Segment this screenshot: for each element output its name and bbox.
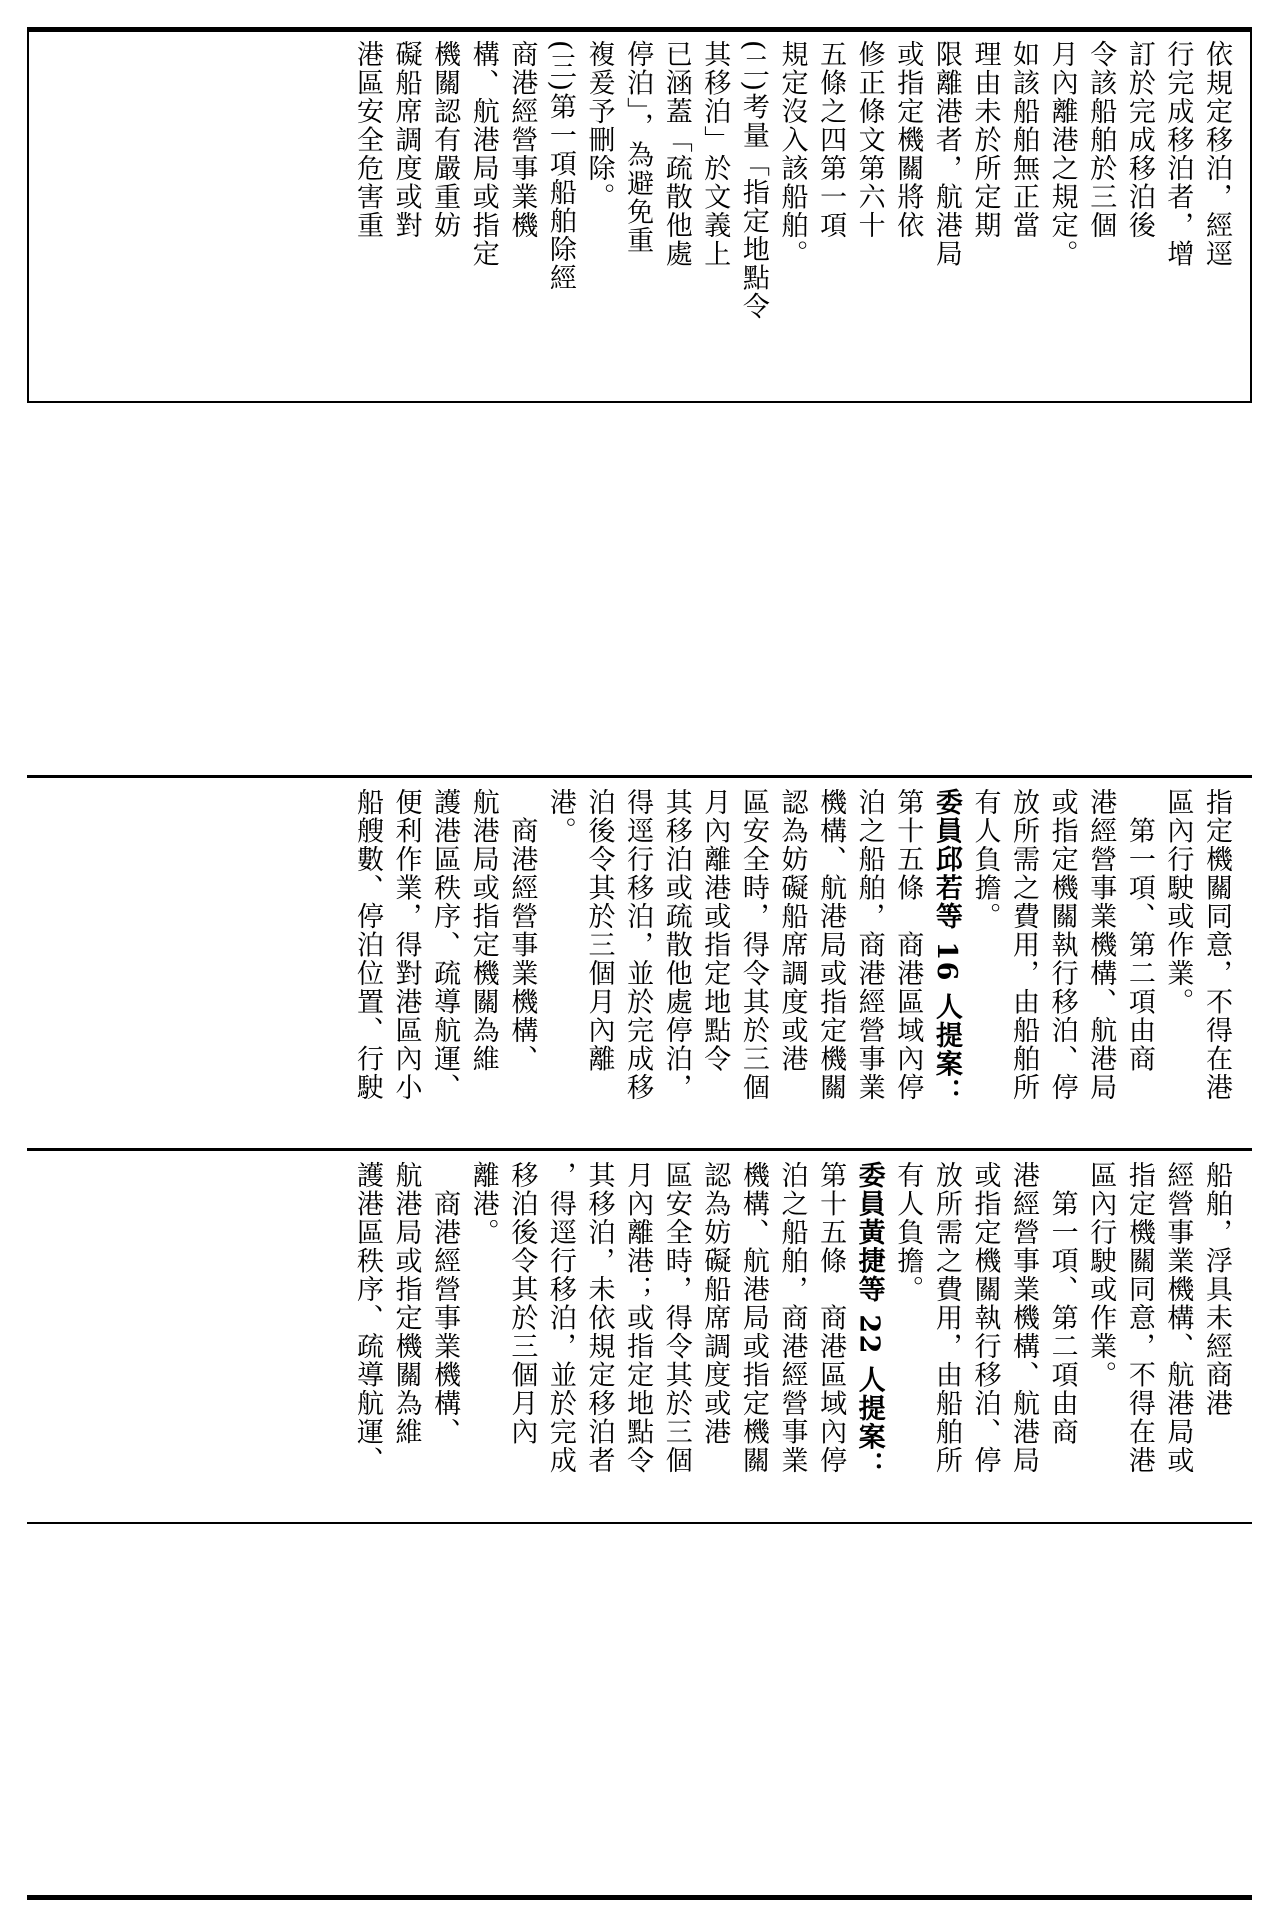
explanation-line: 機關認有嚴重妨 bbox=[429, 40, 461, 240]
proposal-huang-line: 區安全時，得令其於三個 bbox=[660, 1161, 692, 1475]
explanation-line: 其移泊」於文義上 bbox=[699, 40, 731, 268]
proposal-qiu-line: 區安全時，得令其於三個 bbox=[737, 788, 769, 1102]
rule-below-top-block bbox=[27, 401, 1252, 403]
explanation-line: (三)第一項船舶除經 bbox=[544, 40, 576, 293]
proposal-huang-line: 其移泊，未依規定移泊者 bbox=[583, 1161, 615, 1475]
proposal-huang-line: 第十五條 商港區域內停 bbox=[815, 1161, 847, 1475]
proposal-qiu-line: 委員邱若等 16 人提案： bbox=[930, 788, 962, 1107]
proposal-qiu-line: 月內離港或指定地點令 bbox=[699, 788, 731, 1073]
proposal-qiu-line: 第十五條 商港區域內停 bbox=[892, 788, 924, 1102]
proposal-huang-line: 或指定機關執行移泊、停 bbox=[969, 1161, 1001, 1475]
proposal-qiu-line: 第一項、第二項由商 bbox=[1123, 788, 1155, 1073]
proposal-qiu-line: 便利作業，得對港區內小 bbox=[390, 788, 422, 1102]
proposal-qiu-line: 有人負擔。 bbox=[969, 788, 1001, 931]
proposal-huang-line: 護港區秩序、疏導航運、 bbox=[351, 1161, 383, 1475]
proposal-qiu-line: 其移泊或疏散他處停泊， bbox=[660, 788, 692, 1102]
explanation-line: 停泊」，為避免重 bbox=[622, 40, 654, 255]
explanation-line: 理由未於所定期 bbox=[969, 40, 1001, 240]
proposal-huang-line: 商港經營事業機構、 bbox=[429, 1161, 461, 1446]
proposal-qiu-line: 船艘數、停泊位置、行駛 bbox=[351, 788, 383, 1102]
proposal-huang-line: 區內行駛或作業。 bbox=[1085, 1161, 1117, 1389]
proposal-huang-block bbox=[40, 1161, 1235, 1511]
proposal-qiu-line: 港經營事業機構、航港局 bbox=[1085, 788, 1117, 1102]
rule-between-middle-and-lower bbox=[27, 1148, 1252, 1151]
proposal-huang-line: 有人負擔。 bbox=[892, 1161, 924, 1304]
explanation-line: 限離港者，航港局 bbox=[930, 40, 962, 268]
proposal-qiu-columns bbox=[347, 788, 1235, 1138]
proposal-qiu-line: 航港局或指定機關為維 bbox=[467, 788, 499, 1073]
explanation-line: (二)考量「指定地點令 bbox=[737, 40, 769, 321]
proposal-qiu-line: 商港經營事業機構、 bbox=[506, 788, 538, 1073]
explanation-line: 令該船舶於三個 bbox=[1085, 40, 1117, 240]
explanation-line: 五條之四第一項 bbox=[815, 40, 847, 240]
explanation-line: 複爰予刪除。 bbox=[583, 40, 615, 211]
proposal-huang-line: 泊之船舶，商港經營事業 bbox=[776, 1161, 808, 1475]
proposal-huang-line: 放所需之費用，由船舶所 bbox=[930, 1161, 962, 1475]
explanation-line: 如該船舶無正當 bbox=[1008, 40, 1040, 240]
top-block-left-edge bbox=[27, 27, 29, 403]
explanation-line: 構、航港局或指定 bbox=[467, 40, 499, 268]
explanation-line: 修正條文第六十 bbox=[853, 40, 885, 240]
proposal-huang-line: 航港局或指定機關為維 bbox=[390, 1161, 422, 1446]
proposal-qiu-line: 港。 bbox=[544, 788, 576, 845]
explanation-line: 行完成移泊者，增 bbox=[1162, 40, 1194, 268]
proposal-huang-line: 移泊後令其於三個月內 bbox=[506, 1161, 538, 1446]
proposal-qiu-line: 護港區秩序、疏導航運、 bbox=[429, 788, 461, 1102]
proposal-qiu-line: 放所需之費用，由船舶所 bbox=[1008, 788, 1040, 1102]
explanation-line: 依規定移泊，經逕 bbox=[1201, 40, 1232, 268]
proposal-qiu-line: 區內行駛或作業。 bbox=[1162, 788, 1194, 1016]
explanation-line: 礙船席調度或對 bbox=[390, 40, 422, 240]
proposal-huang-line: 船舶，浮具未經商港 bbox=[1201, 1161, 1232, 1418]
proposal-qiu-line: 泊後令其於三個月內離 bbox=[583, 788, 615, 1073]
proposal-huang-line: 機構、航港局或指定機關 bbox=[737, 1161, 769, 1475]
proposal-huang-columns bbox=[347, 1161, 1235, 1511]
explanation-line: 訂於完成移泊後 bbox=[1123, 40, 1155, 240]
proposal-qiu-line: 認為妨礙船席調度或港 bbox=[776, 788, 808, 1073]
explanation-line: 商港經營事業機 bbox=[506, 40, 538, 240]
explanation-line: 規定沒入該船舶。 bbox=[776, 40, 808, 268]
bottom-rule bbox=[27, 1895, 1252, 1900]
proposal-qiu-line: 機構、航港局或指定機關 bbox=[815, 788, 847, 1102]
explanation-columns bbox=[347, 40, 1235, 390]
proposal-qiu-line: 泊之船舶，商港經營事業 bbox=[853, 788, 885, 1102]
explanation-block bbox=[40, 40, 1235, 390]
proposal-huang-line: ，得逕行移泊，並於完成 bbox=[544, 1161, 576, 1475]
explanation-line: 或指定機關將依 bbox=[892, 40, 924, 240]
proposal-huang-line: 認為妨礙船席調度或港 bbox=[699, 1161, 731, 1446]
top-rule bbox=[27, 27, 1252, 32]
explanation-line: 已涵蓋「疏散他處 bbox=[660, 40, 692, 268]
proposal-qiu-block bbox=[40, 788, 1235, 1138]
proposal-huang-line: 經營事業機構、航港局或 bbox=[1162, 1161, 1194, 1475]
proposal-qiu-line: 指定機關同意，不得在港 bbox=[1201, 788, 1232, 1102]
proposal-huang-line: 月內離港；或指定地點令 bbox=[622, 1161, 654, 1475]
proposal-qiu-line: 或指定機關執行移泊、停 bbox=[1046, 788, 1078, 1102]
top-block-right-edge bbox=[1250, 27, 1252, 403]
proposal-huang-line: 委員黃捷等 22 人提案： bbox=[853, 1161, 885, 1480]
proposal-huang-line: 第一項、第二項由商 bbox=[1046, 1161, 1078, 1446]
proposal-qiu-line: 得逕行移泊，並於完成移 bbox=[622, 788, 654, 1102]
explanation-line: 月內離港之規定。 bbox=[1046, 40, 1078, 268]
rule-above-middle-block bbox=[27, 775, 1252, 778]
explanation-line: 港區安全危害重 bbox=[351, 40, 383, 240]
rule-below-lower-block bbox=[27, 1522, 1252, 1524]
proposal-huang-line: 指定機關同意，不得在港 bbox=[1123, 1161, 1155, 1475]
proposal-huang-line: 港經營事業機構、航港局 bbox=[1008, 1161, 1040, 1475]
proposal-huang-line: 離港。 bbox=[467, 1161, 499, 1247]
